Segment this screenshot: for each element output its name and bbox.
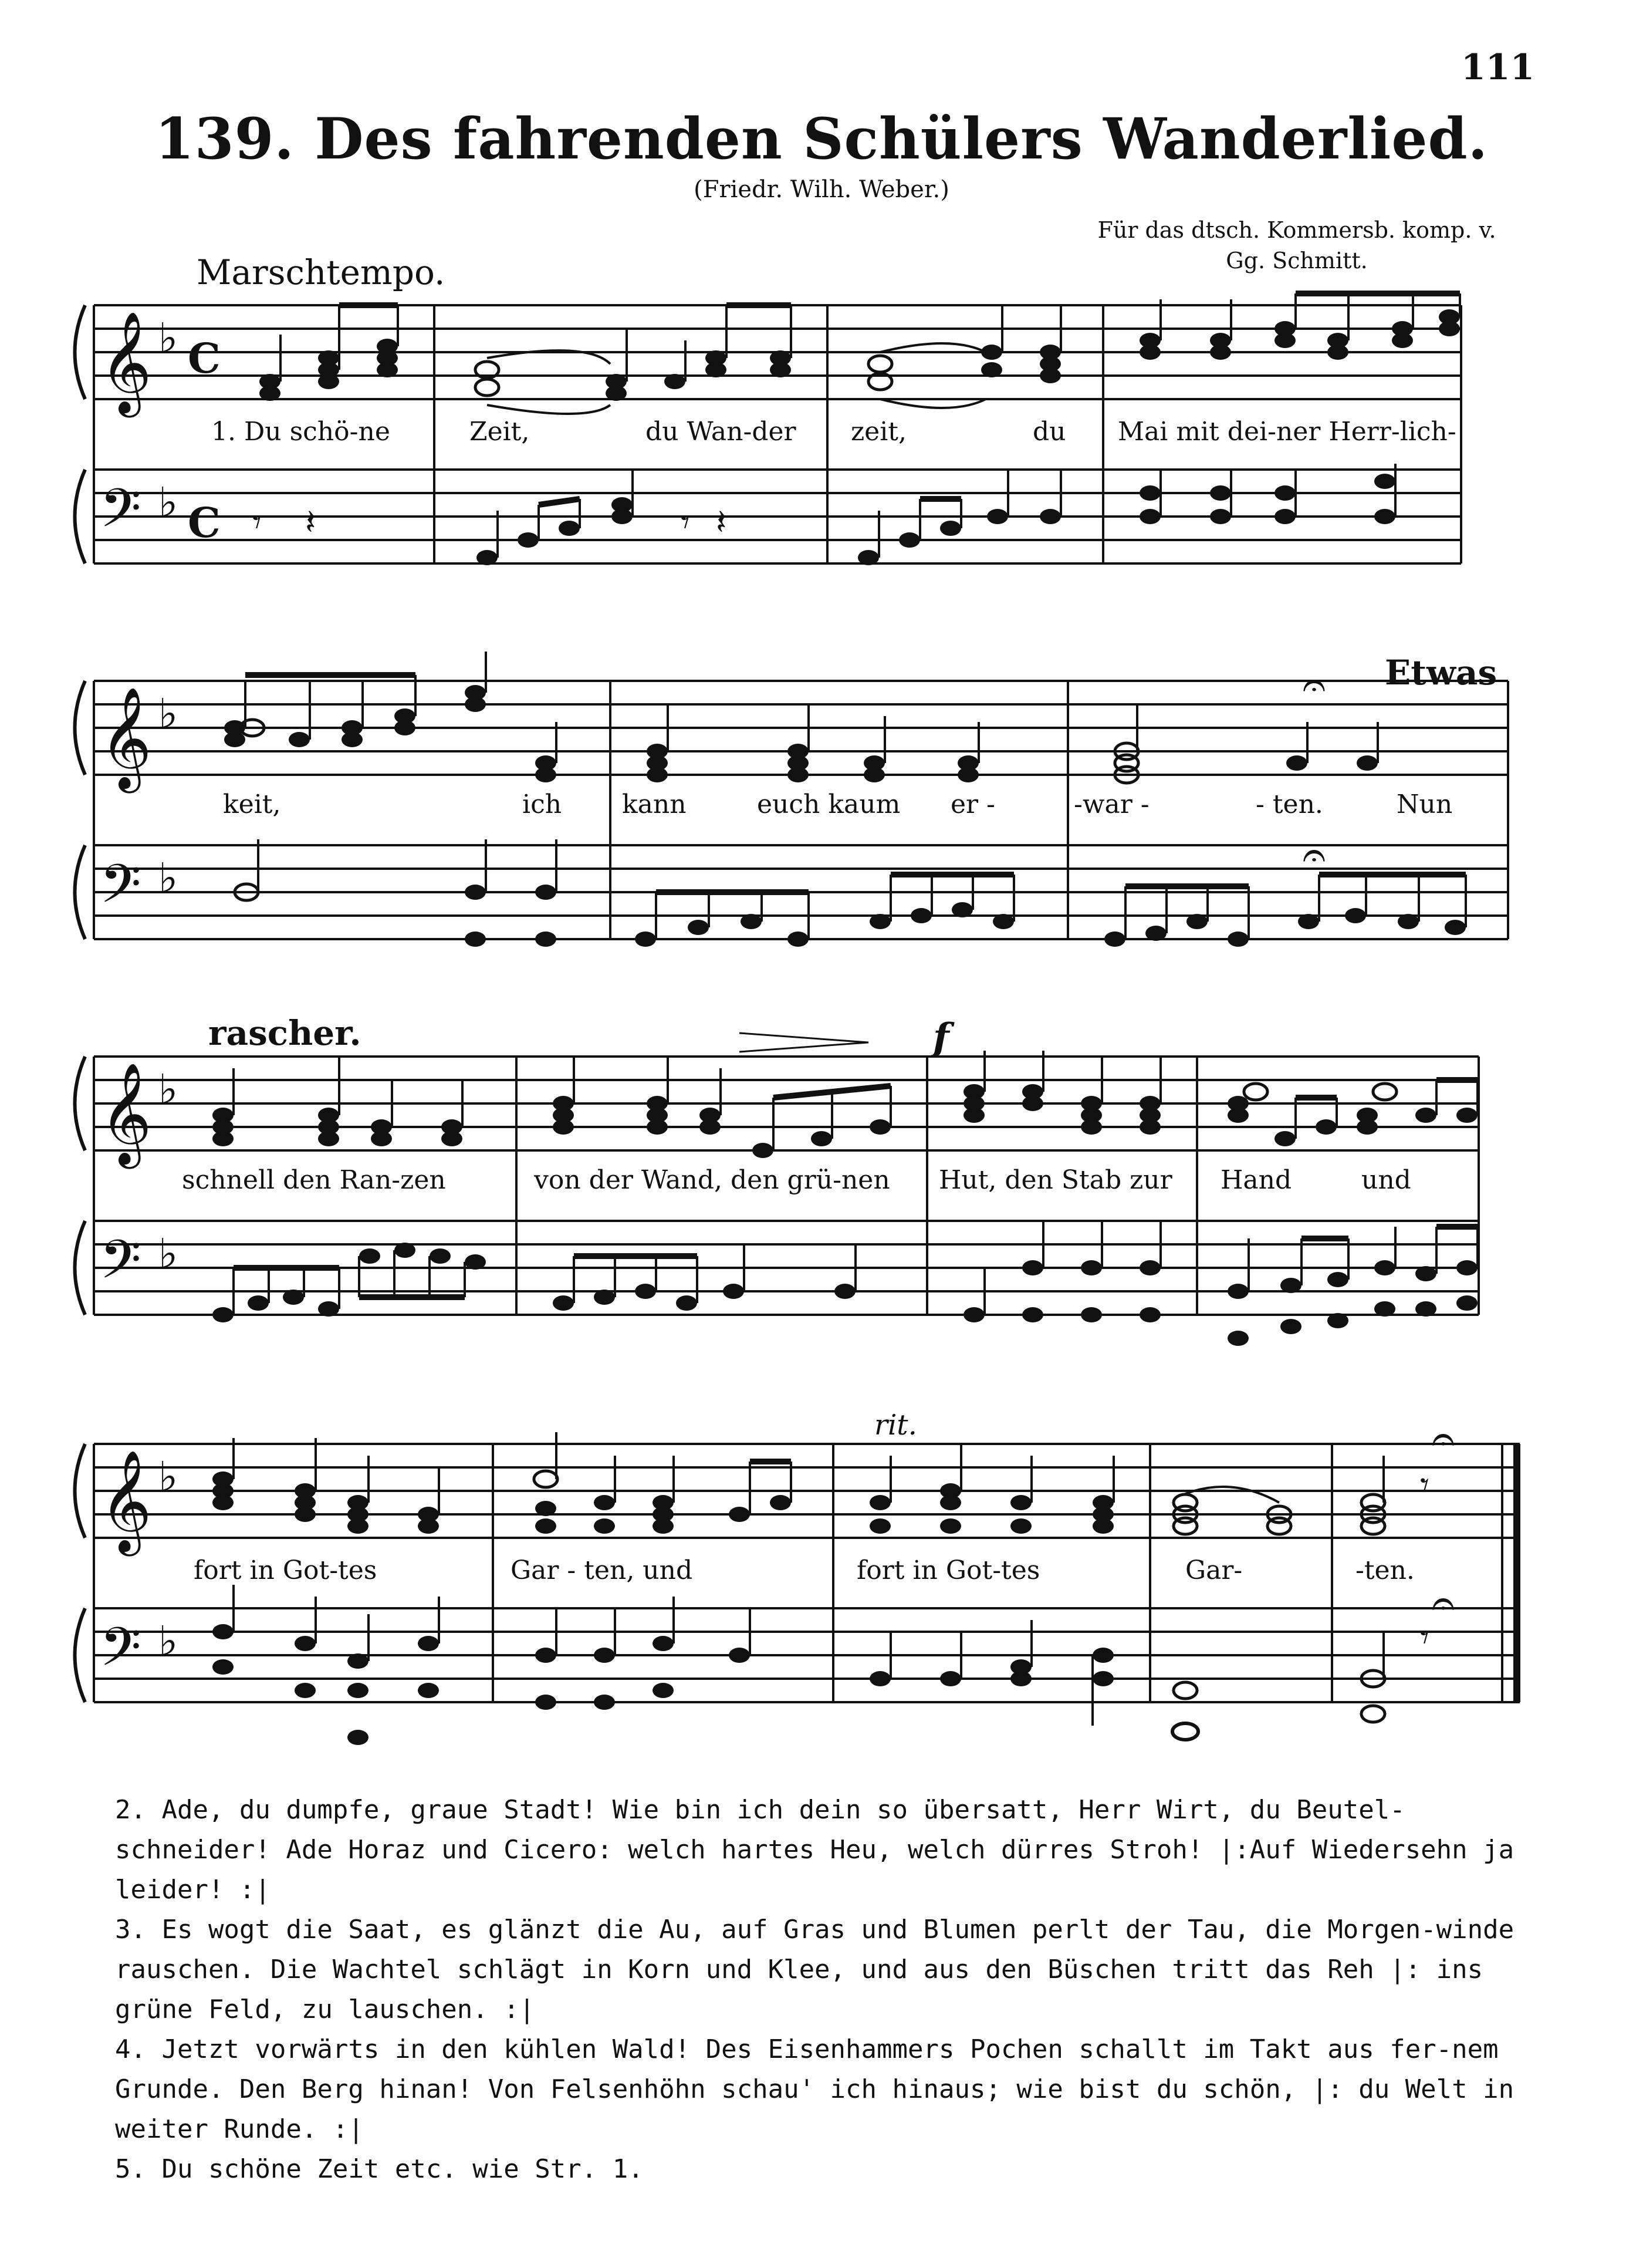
lyric-syllable: Gar-: [1185, 1555, 1243, 1585]
bass-clef-icon: 𝄢: [100, 853, 141, 928]
flat-key-icon: ♭: [158, 690, 178, 738]
song-title: 139. Des fahrenden Schülers Wanderlied.: [155, 106, 1488, 172]
flat-key-icon: ♭: [158, 1230, 178, 1278]
lyric-syllable: ich: [522, 789, 562, 819]
eighth-rest-icon: 𝄾: [681, 502, 690, 543]
lyric-syllable: du: [1033, 417, 1066, 447]
lyric-syllable: von der Wand, den grü-nen: [534, 1165, 890, 1195]
eighth-rest-icon: 𝄾: [252, 502, 262, 543]
tempo-change-etwas: Etwas: [1385, 653, 1497, 693]
eighth-rest-icon: 𝄾: [1420, 1464, 1429, 1506]
lyric-syllable: Mai mit dei-ner Herr-lich-: [1118, 417, 1456, 447]
bass-clef-icon: 𝄢: [100, 1228, 141, 1304]
lyric-syllable: er -: [951, 789, 995, 819]
treble-stems: [245, 652, 1378, 763]
lyric-syllable: Hand: [1221, 1165, 1292, 1195]
system-brace: [75, 305, 86, 563]
lyric-syllable: Gar - ten, und: [511, 1555, 693, 1585]
lyric-syllable: fort in Got-tes: [194, 1555, 377, 1585]
time-signature-icon: C: [188, 498, 221, 547]
treble-stems: [280, 293, 1460, 414]
treble-clef-icon: 𝄞: [100, 1450, 152, 1552]
quarter-rest-icon: 𝄽: [305, 502, 316, 543]
flat-key-icon: ♭: [158, 854, 178, 902]
lyric-syllable: 1. Du schö-ne: [211, 417, 390, 447]
composer-line-1: Für das dtsch. Kommersb. komp. v.: [1097, 217, 1496, 243]
fermata-icon: 𝄐: [1303, 831, 1326, 879]
bass-notes: [212, 1617, 1429, 1745]
flat-key-icon: ♭: [158, 1617, 178, 1665]
bass-notes: [252, 474, 1395, 565]
flat-key-icon: ♭: [158, 1453, 178, 1501]
ritardando-marking: rit.: [874, 1409, 917, 1442]
page-number: 111: [1461, 47, 1535, 88]
composer-line-2: Gg. Schmitt.: [1226, 248, 1368, 274]
dynamic-forte: f: [933, 1015, 949, 1059]
verse-5: 5. Du schöne Zeit etc. wie Str. 1.: [115, 2154, 644, 2184]
lyric-syllable: keit,: [223, 789, 281, 819]
lyric-syllable: kann: [622, 789, 687, 819]
bass-stems: [258, 839, 1466, 939]
lyric-syllable: und: [1361, 1165, 1411, 1195]
treble-clef-icon: 𝄞: [100, 687, 152, 789]
lyric-syllable: Nun: [1397, 789, 1453, 819]
treble-staff: [94, 1057, 1479, 1150]
lyric-syllable: du Wan-der: [645, 417, 796, 447]
fermata-icon: 𝄐: [1432, 1579, 1455, 1627]
tempo-change-rascher: rascher.: [208, 1013, 361, 1053]
fermata-icon: 𝄐: [1432, 1415, 1455, 1463]
treble-notes: [212, 1464, 1429, 1534]
lyric-syllable: fort in Got-tes: [857, 1555, 1040, 1585]
lyric-syllable: Zeit,: [469, 417, 530, 447]
verse-4: 4. Jetzt vorwärts in den kühlen Wald! Des Eisenhammers Pochen schallt im Takt aus fer-nem Grunde. Den Berg hinan! Von Felsenhöhn schau' ich hinaus; wie bist du schön, |: du Welt in weiter Runde. :|: [115, 2034, 1514, 2144]
poet-credit: (Friedr. Wilh. Weber.): [694, 176, 949, 203]
verse-2: 2. Ade, du dumpfe, graue Stadt! Wie bin ich dein so übersatt, Herr Wirt, du Beutel-schneider! Ade Horaz und Cicero: welch hartes Heu, welch dürres Stroh! |:Auf Wiedersehn ja leider! :|: [115, 1795, 1514, 1905]
tempo-marking: Marschtempo.: [197, 252, 445, 292]
additional-verses: [115, 1790, 1523, 2189]
lyric-syllable: zeit,: [851, 417, 907, 447]
treble-clef-icon: 𝄞: [100, 1062, 152, 1165]
time-signature-icon: C: [188, 334, 221, 383]
treble-notes: [259, 309, 1460, 401]
treble-clef-icon: 𝄞: [100, 311, 152, 413]
eighth-rest-icon: 𝄾: [1420, 1617, 1429, 1658]
flat-key-icon: ♭: [158, 478, 178, 526]
lyric-syllable: -ten.: [1355, 1555, 1415, 1585]
lyric-syllable: schnell den Ran-zen: [182, 1165, 446, 1195]
bass-clef-icon: 𝄢: [100, 1616, 141, 1691]
treble-notes: [212, 1084, 1478, 1158]
system-brace: [75, 1444, 86, 1702]
fermata-icon: 𝄐: [1303, 660, 1326, 708]
crescendo-hairpin: [739, 1033, 868, 1052]
flat-key-icon: ♭: [158, 1065, 178, 1113]
flat-key-icon: ♭: [158, 314, 178, 362]
treble-notes: [224, 685, 1378, 783]
lyric-syllable: -war -: [1074, 789, 1150, 819]
lyric-syllable: Hut, den Stab zur: [939, 1165, 1172, 1195]
lyric-syllable: euch kaum: [757, 789, 901, 819]
system-brace: [75, 1057, 86, 1315]
system-brace: [75, 681, 86, 939]
verse-3: 3. Es wogt die Saat, es glänzt die Au, auf Gras und Blumen perlt der Tau, die Morgen-winde rauschen. Die Wachtel schlägt in Korn und Klee, und aus den Büschen tritt das Reh |: ins grüne Feld, zu lauschen. :|: [115, 1915, 1514, 2024]
bass-clef-icon: 𝄢: [100, 477, 141, 552]
bass-stems: [498, 464, 1395, 558]
quarter-rest-icon: 𝄽: [716, 502, 727, 543]
bass-staff: [94, 470, 1461, 563]
lyric-syllable: - ten.: [1256, 789, 1323, 819]
